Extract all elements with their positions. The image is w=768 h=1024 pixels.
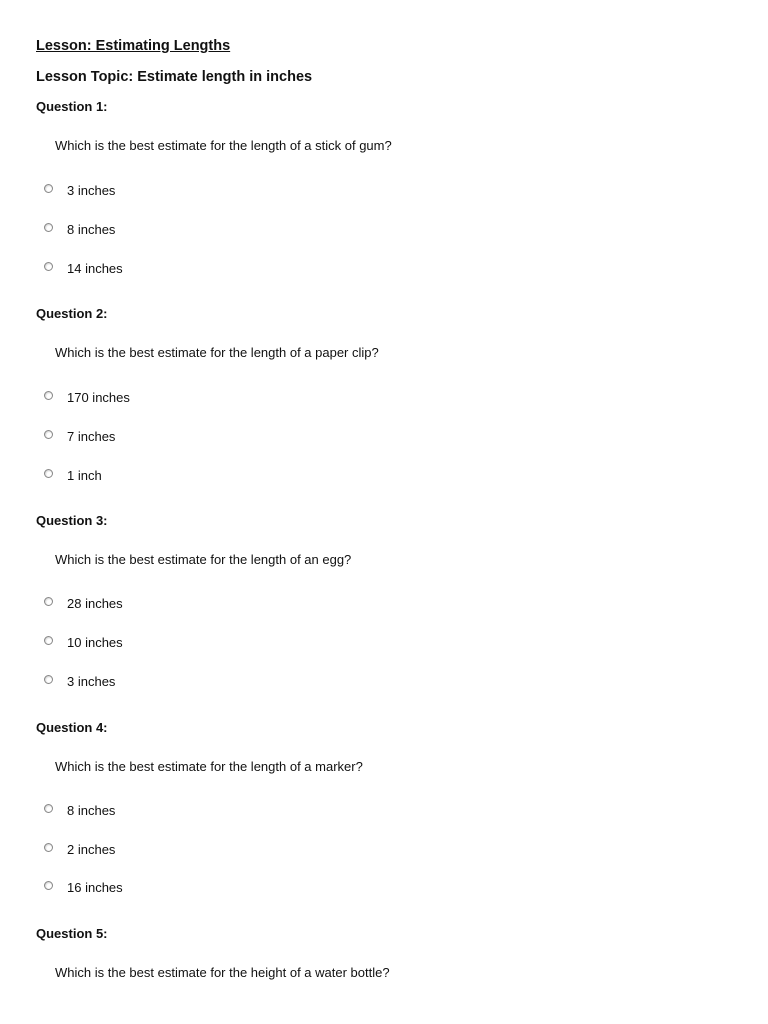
answer-option-label: 8 inches: [67, 222, 116, 237]
question-heading: Question 2:: [36, 306, 108, 321]
answer-option-label: 2 inches: [67, 842, 116, 857]
answer-option[interactable]: [44, 429, 115, 445]
question-heading: Question 4:: [36, 720, 108, 735]
radio-button-icon[interactable]: [44, 262, 53, 271]
answer-option-label: 16 inches: [67, 880, 123, 895]
radio-button-icon[interactable]: [44, 675, 53, 684]
answer-option[interactable]: [44, 261, 123, 277]
radio-button-icon[interactable]: [44, 843, 53, 852]
answer-option[interactable]: [44, 222, 115, 238]
radio-button-icon[interactable]: [44, 881, 53, 890]
question-heading: Question 3:: [36, 513, 108, 528]
answer-option-label: 7 inches: [67, 429, 116, 444]
answer-option[interactable]: [44, 842, 115, 858]
answer-option-label: 28 inches: [67, 596, 123, 611]
answer-option[interactable]: [44, 674, 115, 690]
answer-option-label: 3 inches: [67, 183, 116, 198]
answer-option-label: 14 inches: [67, 261, 123, 276]
question-text: Which is the best estimate for the length of an egg?: [55, 552, 352, 567]
radio-button-icon[interactable]: [44, 184, 53, 193]
answer-option-label: 8 inches: [67, 803, 116, 818]
question-heading: Question 5:: [36, 926, 108, 941]
radio-button-icon[interactable]: [44, 391, 53, 400]
answer-option-label: 10 inches: [67, 635, 123, 650]
radio-button-icon[interactable]: [44, 804, 53, 813]
answer-option[interactable]: [44, 596, 123, 612]
radio-button-icon[interactable]: [44, 597, 53, 606]
answer-option[interactable]: [44, 635, 123, 651]
radio-button-icon[interactable]: [44, 469, 53, 478]
answer-option[interactable]: [44, 390, 130, 406]
question-text: Which is the best estimate for the length of a stick of gum?: [55, 138, 392, 153]
radio-button-icon[interactable]: [44, 430, 53, 439]
answer-option[interactable]: [44, 880, 123, 896]
radio-button-icon[interactable]: [44, 636, 53, 645]
answer-option[interactable]: [44, 468, 102, 484]
question-heading: Question 1:: [36, 99, 108, 114]
question-text: Which is the best estimate for the length of a paper clip?: [55, 345, 379, 360]
answer-option[interactable]: [44, 803, 115, 819]
lesson-topic: Lesson Topic: Estimate length in inches: [36, 69, 313, 85]
question-text: Which is the best estimate for the length of a marker?: [55, 759, 363, 774]
answer-option[interactable]: [44, 183, 115, 199]
answer-option-label: 1 inch: [67, 468, 102, 483]
radio-button-icon[interactable]: [44, 223, 53, 232]
question-text: Which is the best estimate for the height of a water bottle?: [55, 965, 390, 980]
answer-option-label: 3 inches: [67, 674, 116, 689]
answer-option-label: 170 inches: [67, 390, 130, 405]
lesson-title: Lesson: Estimating Lengths: [36, 38, 231, 54]
